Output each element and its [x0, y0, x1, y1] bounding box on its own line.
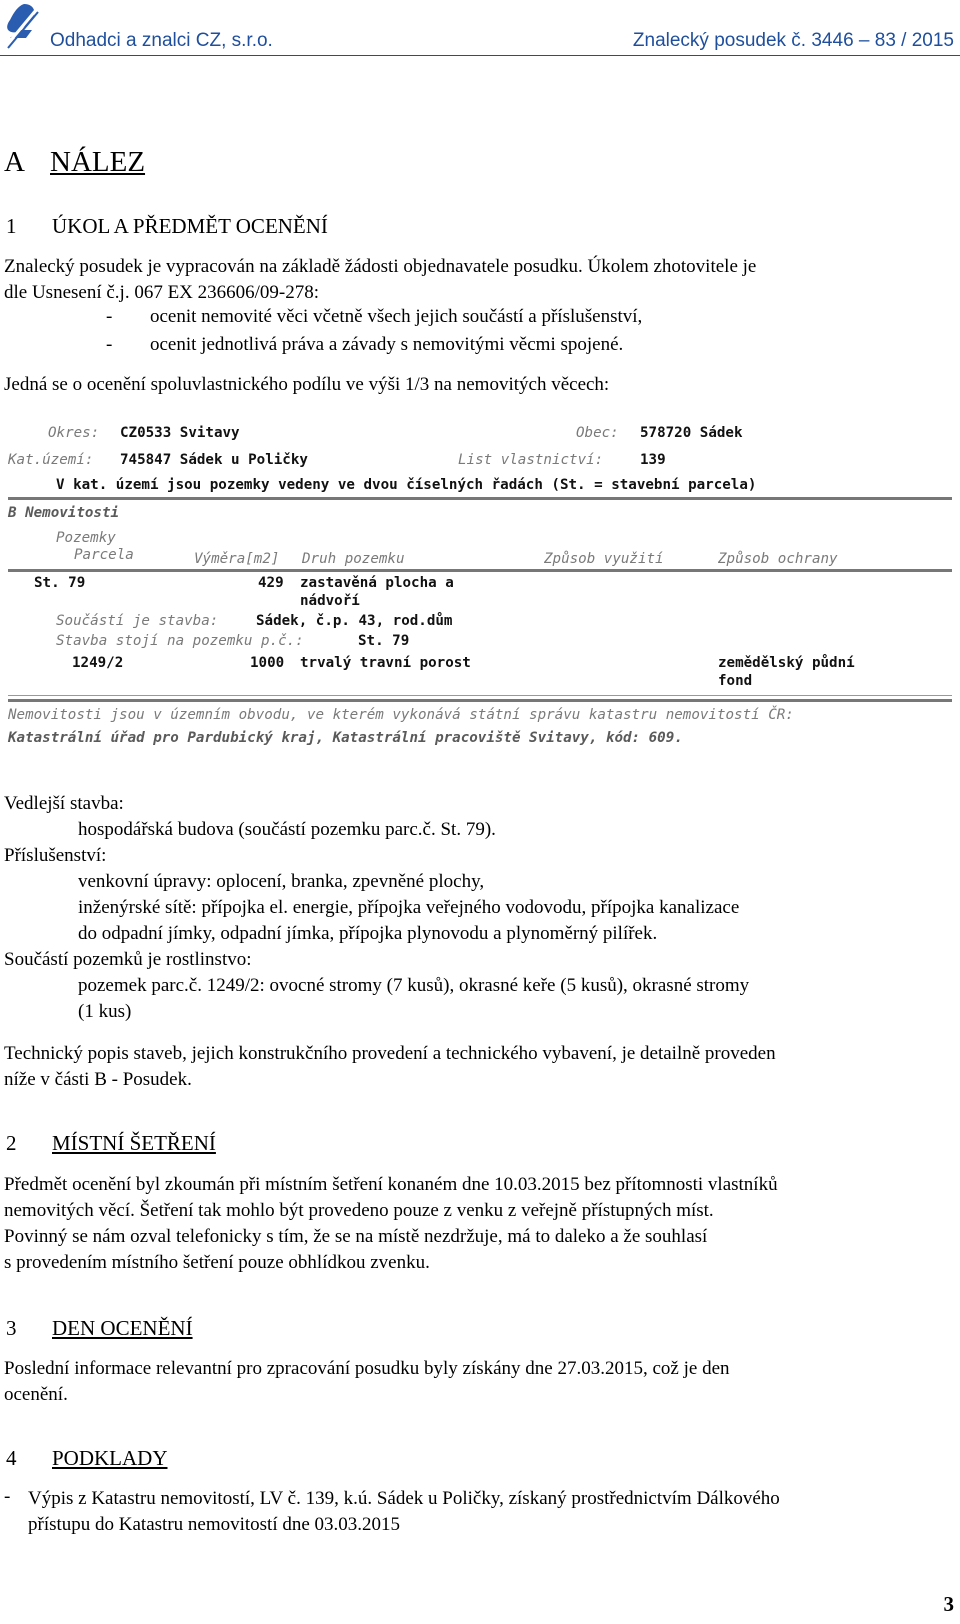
section-2-number: 2	[6, 1131, 17, 1155]
tech-line-1: Technický popis staveb, jejich konstrukčního provedení a technického vybavení, je detailně proveden	[4, 1043, 776, 1064]
prislusenstvi-label: Příslušenství:	[4, 845, 107, 866]
section-3-heading	[6, 1316, 193, 1341]
lv-row1-druh2: nádvoří	[300, 593, 360, 609]
prislusenstvi-item-1: venkovní úpravy: oplocení, branka, zpevněné plochy,	[78, 871, 485, 892]
lv-rule-top	[8, 497, 952, 500]
section-3-line-1: Poslední informace relevantní pro zpracování posudku byly získány dne 27.03.2015, což je den	[4, 1358, 730, 1379]
section-1-intro-1: Znalecký posudek je vypracován na základě žádosti objednavatele posudku. Úkolem zhotovitele je	[4, 256, 757, 277]
header-company: Odhadci a znalci CZ, s.r.o.	[50, 30, 273, 51]
vedlejsi-item: hospodářská budova (součástí pozemku parc.č. St. 79).	[78, 819, 496, 840]
lv-list-label: List vlastnictví:	[458, 452, 604, 468]
lv-rule-header	[8, 569, 952, 572]
bullet-dash-2: -	[106, 334, 113, 355]
lv-obec-label: Obec:	[576, 425, 619, 441]
lv-stoji-label: Stavba stojí na pozemku p.č.:	[56, 633, 304, 649]
lv-col-parcela: Parcela	[74, 547, 134, 563]
lv-okres-label: Okres:	[48, 425, 100, 441]
lv-obec-value: 578720 Sádek	[640, 425, 743, 441]
section-1-heading	[6, 214, 328, 239]
section-1-number: 1	[6, 214, 17, 238]
lv-col-ochrana: Způsob ochrany	[718, 551, 838, 567]
share-statement: Jedná se o ocenění spoluvlastnického podílu ve výši 1/3 na nemovitých věcech:	[4, 374, 610, 395]
section-a-letter: A	[4, 146, 25, 178]
section-1-title: ÚKOL A PŘEDMĚT OCENĚNÍ	[52, 214, 328, 238]
header-divider	[0, 55, 960, 56]
tech-line-2: níže v části B - Posudek.	[4, 1069, 192, 1090]
lv-row2-vymera: 1000	[250, 655, 285, 671]
section-3-number: 3	[6, 1316, 17, 1340]
lv-col-vyuziti: Způsob využití	[544, 551, 664, 567]
section-4-heading	[6, 1446, 168, 1471]
bullet-dash-1: -	[106, 306, 113, 327]
lv-col-vymera: Výměra[m2]	[194, 551, 280, 567]
section-a-heading	[4, 146, 145, 179]
header-doc-ref: Znalecký posudek č. 3446 – 83 / 2015	[632, 30, 954, 51]
section-a-title: NÁLEZ	[50, 146, 146, 178]
section-1-intro-2: dle Usnesení č.j. 067 EX 236606/09-278:	[4, 282, 320, 303]
lv-soucasti-value: Sádek, č.p. 43, rod.dům	[256, 613, 453, 629]
lv-row1-druh1: zastavěná plocha a	[300, 575, 454, 591]
podklady-line-2: přístupu do Katastru nemovitostí dne 03.03.2015	[28, 1514, 401, 1535]
podklady-line-1: Výpis z Katastru nemovitostí, LV č. 139, k.ú. Sádek u Poličky, získaný prostřednictvím Dálkového	[28, 1488, 780, 1509]
lv-footer-2: Katastrální úřad pro Pardubický kraj, Katastrální pracoviště Svitavy, kód: 609.	[8, 730, 683, 746]
section-2-line-1: Předmět ocenění byl zkoumán při místním šetření konaném dne 10.03.2015 bez přítomnosti vlastníků	[4, 1174, 778, 1195]
section-4-number: 4	[6, 1446, 17, 1470]
lv-note: V kat. území jsou pozemky vedeny ve dvou číselných řadách (St. = stavební parcela)	[56, 477, 757, 493]
lv-row2-ochrana2: fond	[718, 673, 753, 689]
prislusenstvi-item-2b: do odpadní jímky, odpadní jímka, přípojka plynovodu a plynoměrný pilířek.	[78, 923, 658, 944]
rostlinstvo-item-2: (1 kus)	[78, 1001, 132, 1022]
lv-row2-ochrana1: zemědělský půdní	[718, 655, 855, 671]
section-2-line-3: Povinný se nám ozval telefonicky s tím, že se na místě nezdržuje, má to daleko a že souhlasí	[4, 1226, 708, 1247]
lv-row2-parcela: 1249/2	[72, 655, 124, 671]
section-2-line-4: s provedením místního šetření pouze obhlídkou zvenku.	[4, 1252, 430, 1273]
lv-row2-druh1: trvalý travní porost	[300, 655, 471, 671]
lv-row1-vymera: 429	[258, 575, 284, 591]
lv-b-label: B Nemovitosti	[8, 505, 120, 521]
lv-rule-bottom-1	[8, 695, 952, 696]
lv-katuz-label: Kat.území:	[8, 452, 94, 468]
prislusenstvi-item-2a: inženýrské sítě: přípojka el. energie, přípojka veřejného vodovodu, přípojka kanalizace	[78, 897, 740, 918]
rostlinstvo-label: Součástí pozemků je rostlinstvo:	[4, 949, 252, 970]
lv-footer-1: Nemovitosti jsou v územním obvodu, ve kterém vykonává státní správu katastru nemovitostí ČR:	[8, 707, 794, 723]
lv-pozemky-label: Pozemky	[56, 530, 116, 546]
lv-katuz-value: 745847 Sádek u Poličky	[120, 452, 308, 468]
page-header	[0, 0, 960, 58]
lv-list-value: 139	[640, 452, 666, 468]
lv-stoji-value: St. 79	[358, 633, 410, 649]
page-number: 3	[943, 1592, 954, 1616]
section-3-title: DEN OCENĚNÍ	[52, 1316, 193, 1340]
section-3-line-2: ocenění.	[4, 1384, 68, 1405]
lv-col-druh: Druh pozemku	[302, 551, 405, 567]
lv-rule-bottom-2	[8, 699, 952, 702]
section-2-line-2: nemovitých věcí. Šetření tak mohlo být provedeno pouze z venku z veřejně přístupných míst.	[4, 1200, 714, 1221]
company-logo-icon	[2, 2, 42, 50]
bullet-2: ocenit jednotlivá práva a závady s nemovitými věcmi spojené.	[150, 334, 624, 355]
lv-row1-parcela: St. 79	[34, 575, 86, 591]
podklady-dash: -	[4, 1486, 11, 1507]
rostlinstvo-item-1: pozemek parc.č. 1249/2: ovocné stromy (7 kusů), okrasné keře (5 kusů), okrasné stromy	[78, 975, 750, 996]
section-2-heading	[6, 1131, 216, 1156]
cadastre-excerpt	[8, 425, 952, 770]
bullet-1: ocenit nemovité věci včetně všech jejich součástí a příslušenství,	[150, 306, 643, 327]
lv-okres-value: CZ0533 Svitavy	[120, 425, 240, 441]
vedlejsi-label: Vedlejší stavba:	[4, 793, 124, 814]
lv-soucasti-label: Součástí je stavba:	[56, 613, 219, 629]
section-2-title: MÍSTNÍ ŠETŘENÍ	[52, 1131, 216, 1155]
section-4-title: PODKLADY	[52, 1446, 168, 1470]
